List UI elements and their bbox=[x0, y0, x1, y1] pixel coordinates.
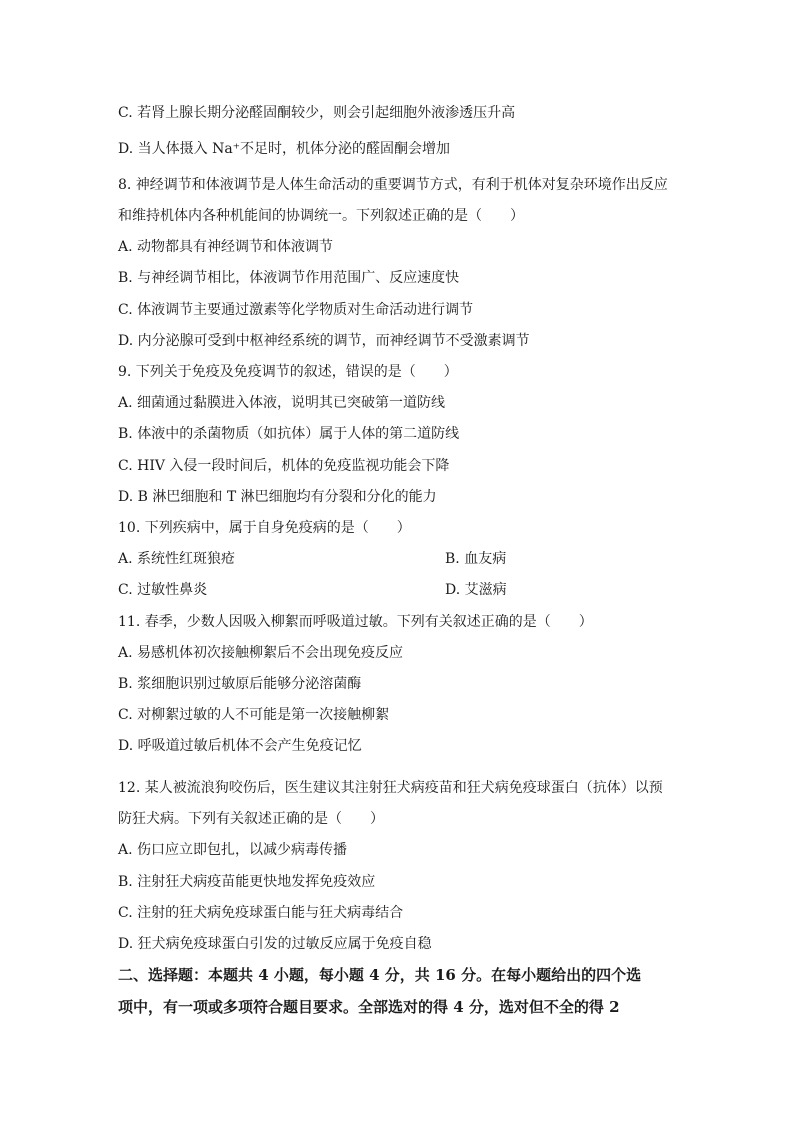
q11-option-b: B. 浆细胞识别过敏原后能够分泌溶菌酶 bbox=[118, 676, 362, 692]
q10-option-b: B. 血友病 bbox=[445, 551, 507, 567]
q7-option-d: D. 当人体摄入 Na⁺不足时，机体分泌的醛固酮会增加 bbox=[118, 141, 451, 157]
q12-stem-line1: 12. 某人被流浪狗咬伤后，医生建议其注射狂犬病疫苗和狂犬病免疫球蛋白（抗体）以预 bbox=[118, 780, 663, 796]
q8-option-d: D. 内分泌腺可受到中枢神经系统的调节，而神经调节不受激素调节 bbox=[118, 333, 530, 349]
q12-option-c: C. 注射的狂犬病免疫球蛋白能与狂犬病毒结合 bbox=[118, 905, 404, 921]
q8-option-c: C. 体液调节主要通过激素等化学物质对生命活动进行调节 bbox=[118, 302, 474, 318]
q10-option-a: A. 系统性红斑狼疮 bbox=[118, 551, 236, 567]
section-heading-line1: 二、选择题：本题共 4 小题，每小题 4 分，共 16 分。在每小题给出的四个选 bbox=[118, 966, 642, 984]
q9-option-c: C. HIV 入侵一段时间后，机体的免疫监视功能会下降 bbox=[118, 458, 450, 474]
q8-option-b: B. 与神经调节相比，体液调节作用范围广、反应速度快 bbox=[118, 270, 460, 286]
q10-stem: 10. 下列疾病中，属于自身免疫病的是（ ） bbox=[118, 520, 411, 536]
q9-option-d: D. B 淋巴细胞和 T 淋巴细胞均有分裂和分化的能力 bbox=[118, 489, 437, 505]
q8-stem-line1: 8. 神经调节和体液调节是人体生命活动的重要调节方式，有利于机体对复杂环境作出反应 bbox=[118, 177, 668, 193]
q7-option-c: C. 若肾上腺长期分泌醛固酮较少，则会引起细胞外液渗透压升高 bbox=[118, 105, 516, 121]
q11-option-c: C. 对柳絮过敏的人不可能是第一次接触柳絮 bbox=[118, 707, 390, 723]
q8-stem-line2: 和维持机体内各种机能间的协调统一。下列叙述正确的是（ ） bbox=[118, 208, 524, 224]
q9-option-b: B. 体液中的杀菌物质（如抗体）属于人体的第二道防线 bbox=[118, 426, 460, 442]
section-heading-line2: 项中，有一项或多项符合题目要求。全部选对的得 4 分，选对但不全的得 2 bbox=[118, 998, 620, 1016]
q10-option-c: C. 过敏性鼻炎 bbox=[118, 582, 208, 598]
q10-option-d: D. 艾滋病 bbox=[445, 582, 507, 598]
q8-option-a: A. 动物都具有神经调节和体液调节 bbox=[118, 239, 334, 255]
q9-option-a: A. 细菌通过黏膜进入体液，说明其已突破第一道防线 bbox=[118, 395, 446, 411]
q11-option-a: A. 易感机体初次接触柳絮后不会出现免疫反应 bbox=[118, 645, 404, 661]
q11-stem: 11. 春季，少数人因吸入柳絮而呼吸道过敏。下列有关叙述正确的是（ ） bbox=[118, 614, 593, 630]
q9-stem: 9. 下列关于免疫及免疫调节的叙述，错误的是（ ） bbox=[118, 364, 458, 380]
q12-option-a: A. 伤口应立即包扎，以减少病毒传播 bbox=[118, 842, 348, 858]
q12-stem-line2: 防狂犬病。下列有关叙述正确的是（ ） bbox=[118, 811, 384, 827]
q12-option-b: B. 注射狂犬病疫苗能更快地发挥免疫效应 bbox=[118, 874, 376, 890]
q12-option-d: D. 狂犬病免疫球蛋白引发的过敏反应属于免疫自稳 bbox=[118, 936, 432, 952]
q11-option-d: D. 呼吸道过敏后机体不会产生免疫记忆 bbox=[118, 738, 362, 754]
